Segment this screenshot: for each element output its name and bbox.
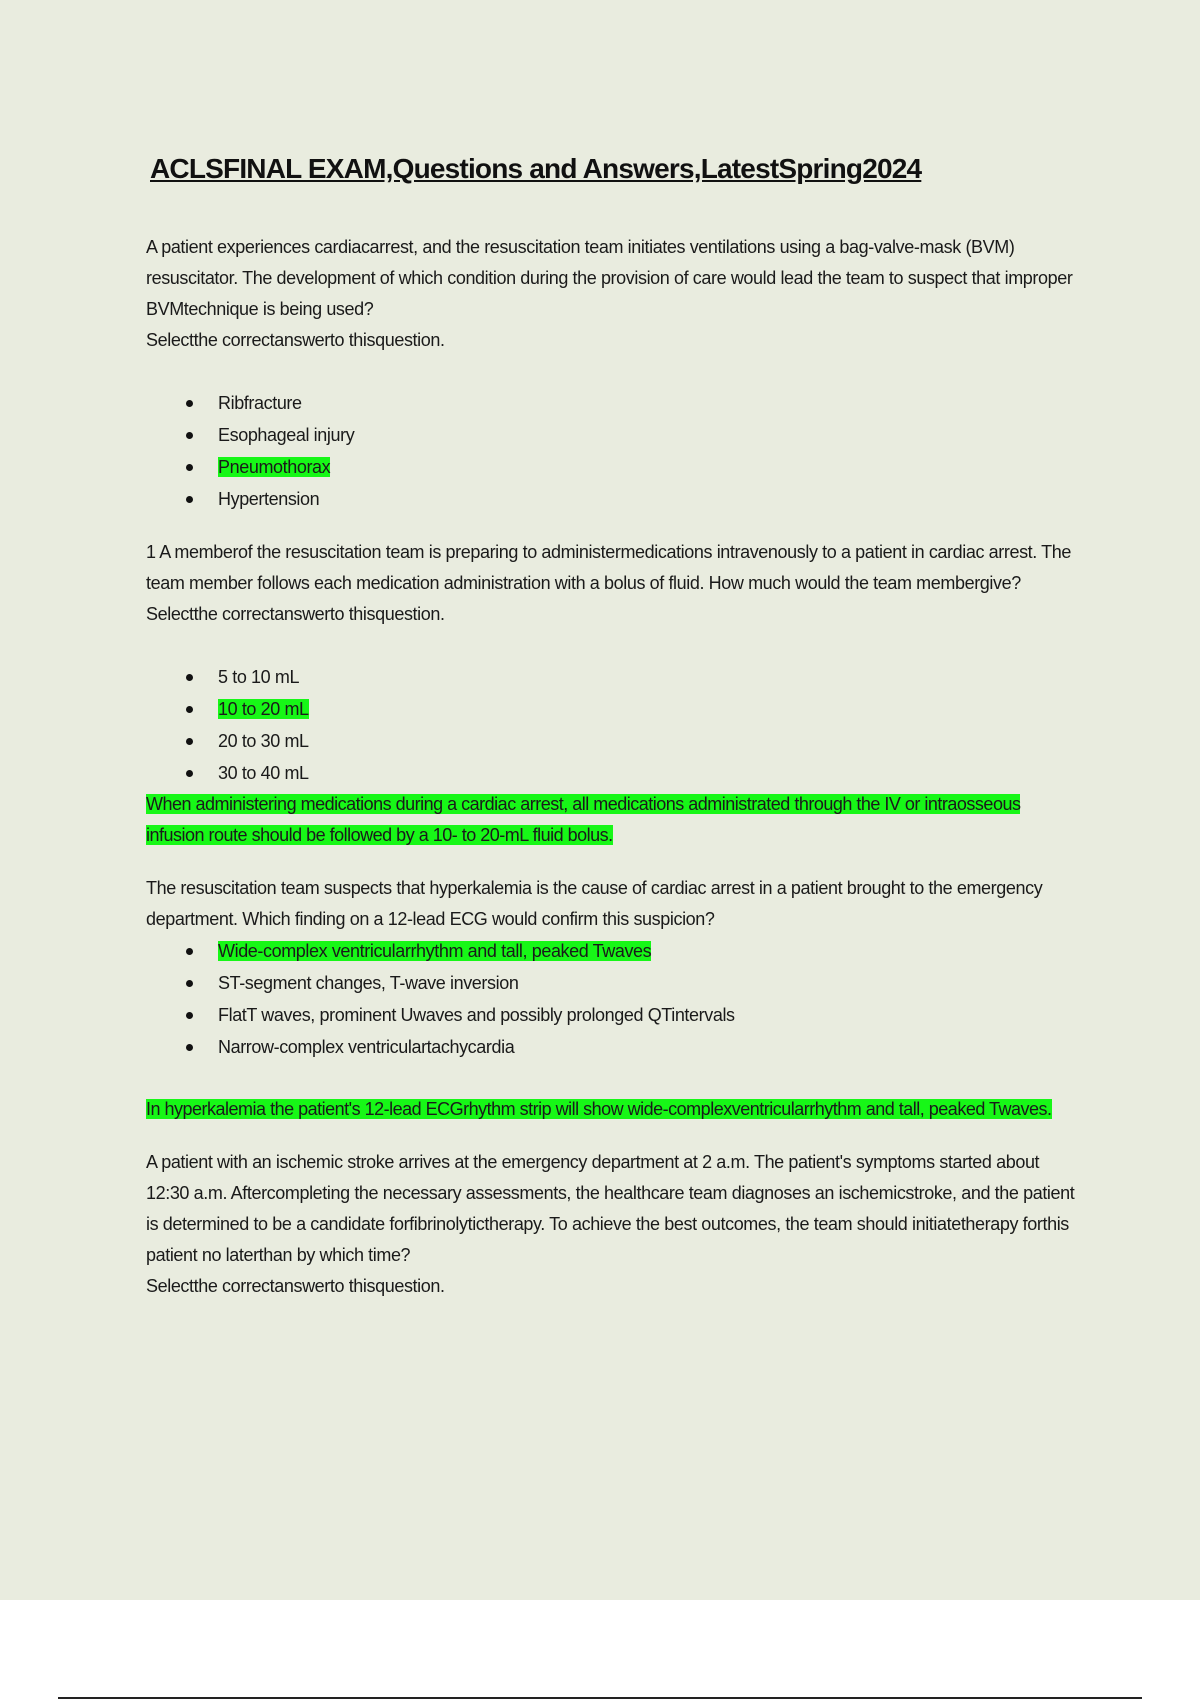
answer-option: 20 to 30 mL [186,725,1076,757]
answer-option: Esophageal injury [186,419,1076,451]
footer-divider [58,1697,1142,1699]
question-instruction: Selectthe correctanswerto thisquestion. [146,1276,445,1296]
answer-option-correct [186,693,1076,725]
question-text: A patient with an ischemic stroke arrives at the emergency department at 2 a.m. The patient's symptoms started about 12:30 a.m. Aftercompleting the necessary assessments, the healthcare team diagnoses an ischemicstroke, and the patient is determined to be a candidate forfibrinolytictherapy. To achieve the best outcomes, the team should initiatetherapy forthis patient no laterthan by which time? [146,1152,1075,1265]
answer-option: 5 to 10 mL [186,661,1076,693]
question-instruction: Selectthe correctanswerto thisquestion. [146,330,445,350]
question-text: The resuscitation team suspects that hyperkalemia is the cause of cardiac arrest in a patient brought to the emergency department. Which finding on a 12-lead ECG would confirm this suspicion? [146,878,1043,929]
correct-answer-highlight: 10 to 20 mL [218,699,309,719]
answer-option: 30 to 40 mL [186,757,1076,789]
document-title: ACLSFINAL EXAM,Questions and Answers,LatestSpring2024 [150,153,922,184]
question-text: 1 A memberof the resuscitation team is preparing to administermedications intravenously to a patient in cardiac arrest. The team member follows each medication administration with a bolus of fluid. How much would the team membergive? [146,542,1071,593]
answer-option: FlatT waves, prominent Uwaves and possibly prolonged QTintervals [186,999,1076,1031]
document-content [146,148,1076,1302]
answer-option-correct [186,451,1076,483]
answer-options-list [146,387,1076,515]
explanation-highlight: In hyperkalemia the patient's 12-lead ECGrhythm strip will show wide-complexventricularrhythm and tall, peaked Twaves. [146,1099,1052,1119]
answer-explanation [146,789,1076,851]
answer-option-correct [186,935,1076,967]
explanation-highlight: When administering medications during a cardiac arrest, all medications administrated through the IV or intraosseous infusion route should be followed by a 10- to 20-mL fluid bolus. [146,794,1021,845]
answer-option: Ribfracture [186,387,1076,419]
correct-answer-highlight: Wide-complex ventricularrhythm and tall, peaked Twaves [218,941,652,961]
answer-options-list [146,661,1076,789]
question-instruction: Selectthe correctanswerto thisquestion. [146,604,445,624]
correct-answer-highlight: Pneumothorax [218,457,331,477]
answer-option: ST-segment changes, T-wave inversion [186,967,1076,999]
answer-option: Hypertension [186,483,1076,515]
answer-option: Narrow-complex ventriculartachycardia [186,1031,1076,1063]
answer-options-list [146,935,1076,1063]
answer-explanation [146,1094,1076,1125]
question-text: A patient experiences cardiacarrest, and the resuscitation team initiates ventilations using a bag-valve-mask (BVM) resuscitator. The development of which condition during the provision of care would lead the team to suspect that improper BVMtechnique is being used? [146,237,1073,319]
